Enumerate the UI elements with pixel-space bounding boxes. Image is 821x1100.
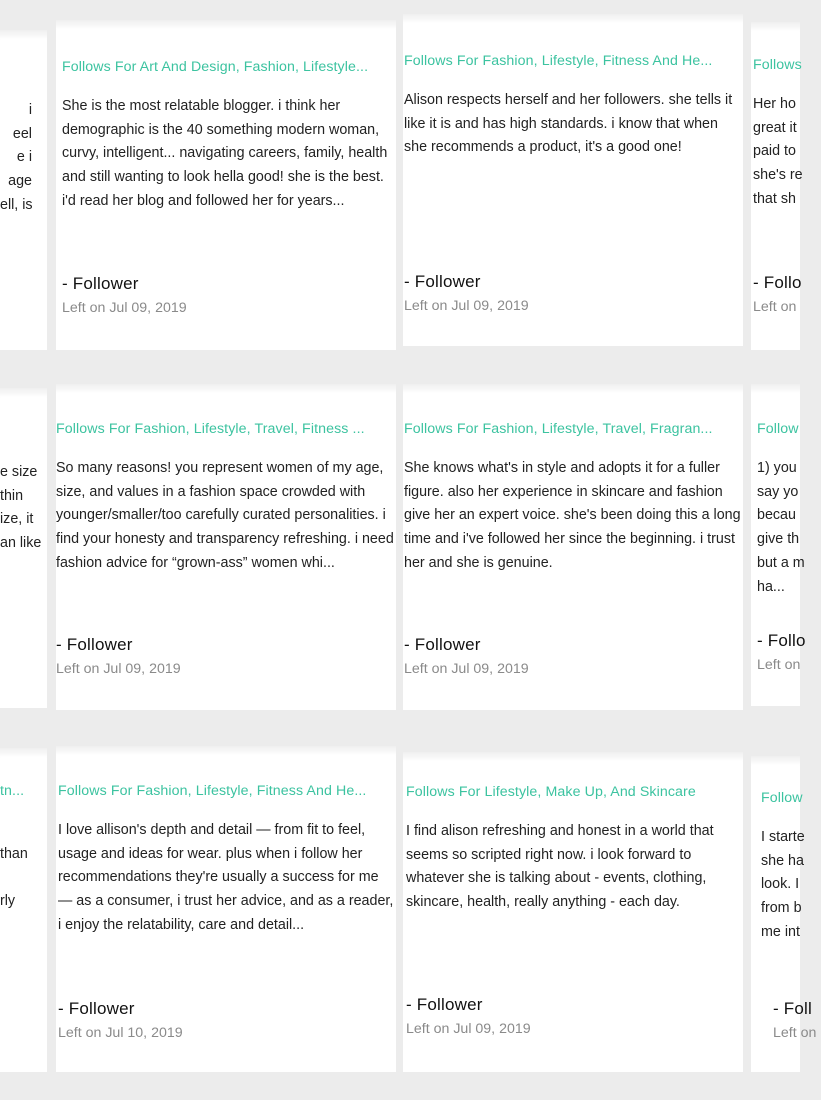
review-text: She knows what's in style and adopts it for a fuller figure. also her experience in skincare and fashion give her an expert voice. she's been doing this a long time and i've followed her since the beginning. i trust her and she is genuine.	[404, 460, 741, 571]
review-card	[56, 746, 396, 1072]
review-tags: Follows For Fashion, Lifestyle, Travel, Fitness ...	[56, 421, 365, 437]
review-card	[751, 22, 803, 350]
review-tags: Follows For Fashion, Lifestyle, Fitness And He...	[404, 53, 713, 69]
review-author: - Follower	[404, 635, 481, 654]
review-text: So many reasons! you represent women of my age, size, and values in a fashion space crowded with younger/smaller/too carefully curated personalities. i find your honesty and transparency refreshing. i need fashion advice for “grown-ass” women whi...	[56, 460, 394, 571]
review-date: Left on Jul 09, 2019	[406, 1021, 531, 1037]
review-date: Left on Jul 09, 2019	[404, 298, 529, 314]
review-card	[403, 14, 743, 346]
review-date: Left on	[773, 1025, 817, 1041]
review-text: I love allison's depth and detail — from fit to feel, usage and ideas for wear. plus when i follow her recommendations they're usually a success for me — as a consumer, i trust her advice, and as a reader, i enjoy the relatability, care and detail...	[58, 822, 394, 933]
review-card	[751, 756, 817, 1072]
review-tags: tn...	[0, 783, 25, 799]
review-date: Left on	[757, 657, 801, 673]
review-date: Left on Jul 10, 2019	[58, 1025, 183, 1041]
review-text: She is the most relatable blogger. i think her demographic is the 40 something modern woman, curvy, intelligent... navigating careers, family, health and still wanting to look hella good! she is the best. i'd read her blog and followed her for years...	[62, 98, 388, 209]
review-card	[0, 748, 47, 1072]
review-text: Alison respects herself and her followers. she tells it like it is and has high standards. i know that when she recommends a product, it's a good one!	[404, 92, 733, 156]
review-tags: Follow	[757, 421, 799, 437]
review-tags: Follows	[753, 57, 802, 73]
review-author: - Follower	[406, 995, 483, 1014]
review-tags: Follows For Fashion, Lifestyle, Travel, Fragran...	[404, 421, 713, 437]
review-card	[0, 30, 47, 350]
review-card	[56, 384, 396, 710]
review-text: 1) you say yo becau give th but a m ha...	[757, 460, 805, 595]
review-text: e size thin ize, it an like	[0, 464, 42, 552]
review-tags: Follows For Fashion, Lifestyle, Fitness And He...	[58, 783, 367, 799]
review-card	[403, 384, 743, 710]
review-text: than rly	[0, 845, 28, 910]
review-card	[403, 752, 743, 1072]
review-author: - Follower	[404, 272, 481, 291]
review-author: - Follower	[58, 999, 135, 1018]
review-author: - Follower	[62, 274, 139, 293]
review-text: I find alison refreshing and honest in a world that seems so scripted right now. i look forward to whatever she is talking about - events, clothing, skincare, health, really anything - each day.	[406, 823, 714, 911]
review-date: Left on Jul 09, 2019	[404, 661, 529, 677]
review-author: - Foll	[773, 999, 812, 1018]
review-card	[56, 20, 396, 350]
review-text: Her ho great it paid to she's re that sh	[753, 96, 803, 207]
review-tags: Follow	[761, 790, 803, 806]
review-tags: Follows For Lifestyle, Make Up, And Skincare	[406, 784, 696, 800]
review-tags: Follows For Art And Design, Fashion, Lifestyle...	[62, 59, 369, 75]
review-date: Left on Jul 09, 2019	[62, 300, 187, 316]
review-card	[751, 384, 806, 706]
review-text: i eel e i age ell, is	[0, 102, 33, 213]
review-author: - Follower	[56, 635, 133, 654]
review-date: Left on Jul 09, 2019	[56, 661, 181, 677]
review-author: - Follo	[757, 631, 806, 650]
review-author: - Follo	[753, 273, 802, 292]
review-text: I starte she ha look. I from b me int	[761, 829, 805, 940]
review-date: Left on	[753, 299, 797, 315]
review-card	[0, 388, 47, 708]
